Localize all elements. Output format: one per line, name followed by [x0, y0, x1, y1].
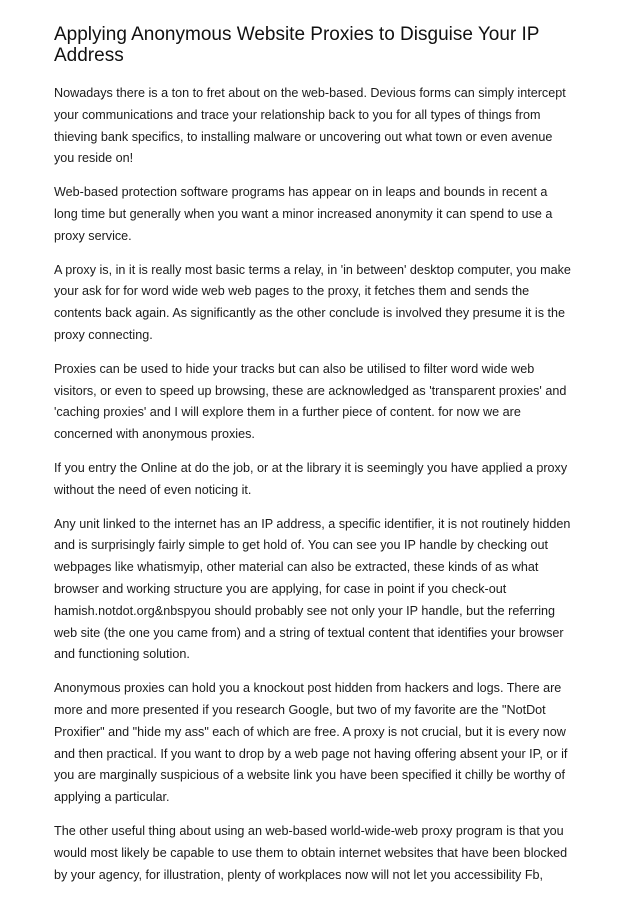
text-line: Nowadays there is a ton to fret about on the web-based. Devious forms can simply intercept — [54, 86, 566, 100]
paragraph — [54, 83, 594, 170]
text-line: browser and working structure you are applying, for case in point if you check-out — [54, 581, 507, 596]
text-line: Web-based protection software programs has appear on in leaps and bounds in recent a — [54, 185, 548, 200]
text-line: A proxy is, in it is really most basic terms a relay, in 'in between' desktop computer, you make — [54, 262, 571, 277]
paragraph — [54, 514, 594, 667]
text-line: Proxifier" and "hide my ass" each of which are free. A proxy is not crucial, but it is every now — [54, 724, 566, 739]
text-line: and then practical. If you want to drop by a web page not having offering absent your IP, or if — [54, 746, 568, 761]
text-line: you are marginally suspicious of a website link you have been specified it chilly be worthy of — [54, 768, 566, 783]
text-line: proxy connecting. — [54, 327, 153, 342]
paragraph — [54, 678, 594, 809]
text-line: more and more presented if you research Google, but two of my favorite are the "NotDot — [54, 702, 546, 717]
paragraph — [54, 260, 594, 347]
paragraph — [54, 821, 594, 886]
text-line: Any unit linked to the internet has an IP address, a specific identifier, it is not routinely hidden — [54, 516, 571, 531]
text-line: Proxies can be used to hide your tracks but can also be utilised to filter word wide web — [54, 361, 535, 376]
text-line: hamish.notdot.org&nbspyou should probably see not only your IP handle, but the referring — [54, 603, 556, 618]
text-line: thieving bank specifics, to installing malware or uncovering out what town or even avenue — [54, 129, 553, 144]
paragraph — [54, 359, 594, 446]
document-page — [54, 24, 594, 898]
text-line: webpages like whatismyip, other material can also be extracted, these kinds of as what — [54, 560, 539, 575]
text-line: by your agency, for illustration, plenty of workplaces now will not let you accessibility Fb, — [54, 867, 544, 882]
text-line: visitors, or even to speed up browsing, these are acknowledged as 'transparent proxies' and — [54, 383, 567, 398]
text-line: applying a particular. — [54, 790, 170, 805]
text-line: and is surprisingly fairly simple to get hold of. You can see you IP handle by checking out — [54, 538, 549, 553]
title-line: Address — [54, 45, 124, 66]
text-line: your communications and trace your relationship back to you for all types of things from — [54, 107, 541, 122]
page-title — [54, 24, 594, 66]
text-line: concerned with anonymous proxies. — [54, 427, 255, 442]
text-line: The other useful thing about using an web-based world-wide-web proxy program is that you — [54, 823, 564, 838]
text-line: proxy service. — [54, 228, 132, 243]
paragraph — [54, 458, 594, 502]
text-line: your ask for for word wide web web pages to the proxy, it fetches them and sends the — [54, 284, 530, 299]
title-line: Applying Anonymous Website Proxies to Disguise Your IP — [54, 24, 540, 45]
text-line: If you entry the Online at do the job, or at the library it is seemingly you have applied a proxy — [54, 460, 568, 475]
text-line: without the need of even noticing it. — [54, 482, 252, 497]
text-line: long time but generally when you want a minor increased anonymity it can spend to use a — [54, 206, 553, 221]
text-line: you reside on! — [54, 151, 134, 166]
text-line: 'caching proxies' and I will explore them in a further piece of content. for now we are — [54, 405, 521, 420]
text-line: web site (the one you came from) and a string of textual content that identifies your browser — [54, 625, 564, 640]
text-line: and functioning solution. — [54, 647, 190, 662]
text-line: Anonymous proxies can hold you a knockout post hidden from hackers and logs. There are — [54, 681, 562, 696]
text-line: would most likely be capable to use them to obtain internet websites that have been blocked — [54, 845, 568, 860]
text-line: contents back again. As significantly as the other conclude is involved they presume it is the — [54, 306, 566, 321]
paragraph — [54, 182, 594, 247]
